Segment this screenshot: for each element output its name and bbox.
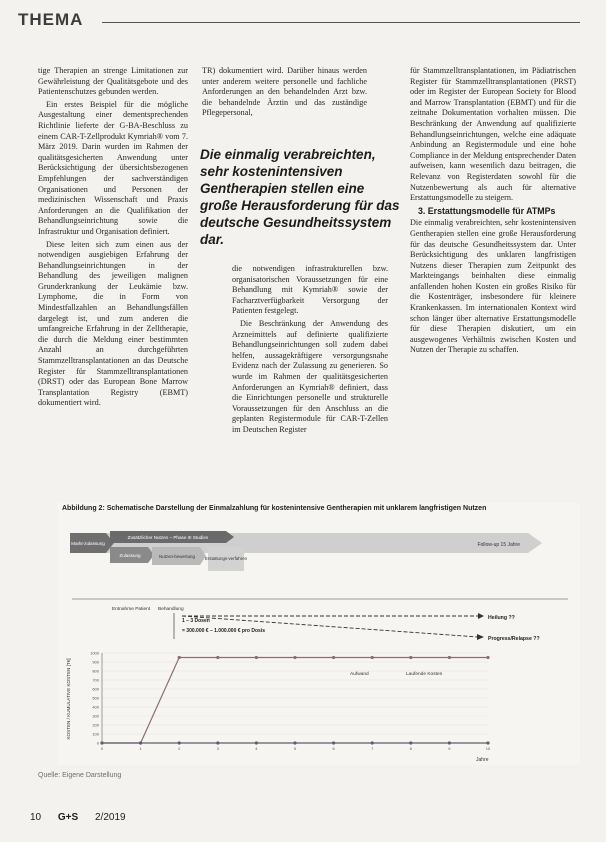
page-footer — [30, 812, 140, 823]
figure-source: Quelle: Eigene Darstellung — [38, 772, 122, 779]
cost-chart — [90, 651, 491, 751]
patient-marker-label: Entnahme Patient — [112, 607, 151, 612]
y-tick-label: 900 — [92, 659, 99, 665]
series-point-2 — [332, 741, 335, 744]
y-tick-label: 500 — [92, 695, 99, 701]
paragraph: Ein erstes Beispiel für die mögliche Ausgestaltung einer dementsprechenden Richtlinie lieferte der G-BA-Beschluss zu einem CAR-T-Zellprodukt Kymriah® vom 7. März 2019. Darin wurden im Rahmen der qualitätsgesicherten Anwendung unter Berücksichtigung der übersichtsbezogenen Empfehlungen der sachverständigen Organisationen und Personen der medizinischen Wissenschaft und Praxis Anforderungen an die Qualifikation der Behandlungseinrichtung sowie die Infrastruktur und Organisation definiert. — [38, 99, 188, 236]
x-tick-label: 7 — [371, 746, 374, 751]
series-point-2 — [409, 741, 412, 744]
series-point-2 — [448, 741, 451, 744]
paragraph: Die einmalig verabreichten, sehr kostenintensiven Gentherapien stellen eine große Herausforderung für das deutsche Gesundheitssystem dar. Unter Berücksichtigung des unklaren langfristigen Nutzens dieser Therapien zum Zeitpunkt des Markteingangs beinhalten diese einmalig anfallenden hohen Kosten ein großes Risiko für die Kostenträger, insbesondere für kleinere Krankenkassen. Im internationalen Kontext wird schon länger über alternative Erstattungsmodelle für diese Therapien diskutiert, um ein ausgewogenes Verhältnis zwischen Kosten und Nutzen der Therapie zu schaffen. — [410, 218, 576, 355]
y-tick-label: 1000 — [90, 650, 99, 656]
series-line-1 — [102, 658, 488, 744]
page-number: 10 — [30, 812, 42, 823]
issue-number: 2/2019 — [94, 812, 126, 823]
column-1 — [38, 66, 188, 411]
series-point-2 — [293, 741, 296, 744]
x-tick-label: 2 — [178, 746, 181, 751]
x-axis-label: Jahre — [476, 757, 489, 763]
x-tick-label: 0 — [100, 746, 104, 751]
x-tick-label: 1 — [139, 746, 142, 751]
x-tick-label: 8 — [409, 746, 412, 751]
x-tick-label: 10 — [485, 746, 491, 751]
magazine-brand: G+S — [57, 812, 79, 823]
paragraph: die notwendigen infrastrukturellen bzw. organisatorischen Voraussetzungen für eine Behandlung mit Kymriah® sowie der Facharztverfügbarkeit Versorgung der Patienten festgelegt. — [232, 264, 388, 316]
legend-series2: Laufende Kosten — [406, 672, 443, 677]
x-tick-label: 9 — [448, 746, 451, 751]
y-axis-label: KOSTEN / KUMULATIVE KOSTEN [T€] — [66, 658, 71, 740]
series-point-1 — [371, 656, 374, 659]
series-point-1 — [486, 656, 489, 659]
y-tick-label: 300 — [92, 713, 99, 719]
series-point-1 — [332, 656, 335, 659]
x-tick-label: 6 — [332, 746, 335, 751]
paragraph: tige Therapien an strenge Limitationen zur Gewährleistung der Qualitätsgebote und des Patientenschutzes gebunden werden. — [38, 66, 188, 97]
series-point-2 — [255, 741, 258, 744]
series-point-2 — [178, 741, 181, 744]
series-point-2 — [371, 741, 374, 744]
figure-caption: Abbildung 2: Schematische Darstellung der Einmalzahlung für kostenintensive Gentherapien mit unklarem langfristigen Nutzen — [62, 505, 487, 512]
outcome-heilung-label: Heilung ?? — [488, 615, 515, 621]
market-entry-label: Markt-zulassung — [71, 541, 105, 546]
paragraph: Die Beschränkung der Anwendung des Arzneimittels auf definierte qualifizierte Behandlungseinrichtungen soll zudem dabei helfen, aussagekräftigere versorgungsnahe Evidenz nach der Zulassung zu generieren. So wurde im Rahmen der qualitätsgesicherten Anforderungen an Kymriah® definiert, dass die Einrichtungen personelle und strukturelle Voraussetzungen für den Anschluss an die geplanten Registermodule für CAR-T-Zellen im Deutschen Register — [232, 318, 388, 434]
paragraph: für Stammzelltransplantationen, im Pädiatrischen Register für Stammzelltransplantationen (PRST) oder im Register der European Society for Blood and Marrow Transplantation (EBMT) und für die zeitnahe Dokumentation vorhalten müssen. Die Beschränkung der Anwendung auf qualifizierte Behandlungseinrichtungen, welche eine adäquate Anbindung an Registermodule und eine hohe Compliance in der Meldung entsprechender Daten aufweisen, kann wesentlich dazu beitragen, die Relevanz von Registerdaten sowohl für die Nutzenbewertung als auch für alternative Erstattungsmodelle zu steigern. — [410, 66, 576, 203]
x-tick-label: 3 — [216, 746, 219, 751]
y-tick-label: 0 — [96, 740, 99, 746]
erstattung-label: Erstattungs-verfahren — [204, 556, 248, 561]
outcome-relapse-label: Progress/Relapse ?? — [488, 636, 540, 642]
section-title: THEMA — [18, 10, 84, 29]
paragraph: TR) dokumentiert wird. Darüber hinaus werden unter anderem weitere personelle und fachliche Anforderungen an den behandelnden Arzt bzw. die behandelnde Ärztin und das zuständige Pflegepersonal, — [202, 66, 367, 118]
paragraph: Diese leiten sich zum einen aus der notwendigen ausgiebigen Erfahrung der Behandlungseinrichtungen in der Behandlung des jeweiligen malignen Grunderkrankung der Leukämie bzw. Lymphome, die in Form von Mindestfallzahlen an Behandlungsfällen dargelegt ist, und zum anderen die umfangreiche Erfahrung in der Zelltherapie, die durch die Meldung einer bestimmten Anzahl an durchgeführten Stammzelltransplantationen an das Deutsche Register für Stammzelltransplantationen (DRST) oder das European Bone Marrow Transplantation Registry (EBMT) dokumentiert wird. — [38, 239, 188, 408]
pull-quote: Die einmalig verabreichten, sehr kostenintensiven Gentherapien stellen eine große Herausforderung für das deutsche Gesundheitssystem dar. — [200, 147, 400, 247]
series-point-1 — [448, 656, 451, 659]
x-tick-label: 4 — [255, 746, 258, 751]
series-point-2 — [216, 741, 219, 744]
application-marker-label: Behandlung — [158, 607, 184, 612]
series-point-2 — [139, 741, 142, 744]
series-point-1 — [216, 656, 219, 659]
dose-label: 1 – 3 Dosen — [182, 618, 210, 624]
y-tick-label: 700 — [92, 677, 99, 683]
column-3 — [410, 66, 576, 358]
nutzen-label: Nutzen-bewertung — [159, 554, 195, 559]
column-2-top — [202, 66, 367, 121]
benefit-label: Zusätzlicher Nutzen – Phase III Studien — [127, 535, 209, 540]
cost-label: = 300.000 € – 1.000.000 € pro Dosis — [182, 628, 265, 634]
y-tick-label: 200 — [92, 722, 99, 728]
header-rule — [102, 22, 580, 23]
y-tick-label: 600 — [92, 686, 99, 692]
series-point-1 — [178, 656, 181, 659]
series-point-1 — [293, 656, 296, 659]
legend-series1: Aufwand — [350, 672, 369, 677]
column-2-bottom — [232, 264, 388, 438]
y-tick-label: 800 — [92, 668, 99, 674]
follow-up-label: Follow-up 15 Jahre — [477, 542, 520, 548]
x-tick-label: 5 — [293, 746, 297, 751]
section-heading: 3. Erstattungsmodelle für ATMPs — [418, 205, 556, 216]
y-tick-label: 400 — [92, 704, 99, 710]
arrowhead — [477, 634, 484, 640]
page-header — [18, 6, 580, 32]
series-point-2 — [486, 741, 489, 744]
arrowhead — [478, 613, 484, 619]
series-point-1 — [255, 656, 258, 659]
figure-diagram — [58, 503, 580, 765]
series-point-1 — [409, 656, 412, 659]
series-point-2 — [100, 741, 103, 744]
approval-label: Zulassung — [119, 553, 141, 558]
y-tick-label: 100 — [92, 731, 99, 737]
